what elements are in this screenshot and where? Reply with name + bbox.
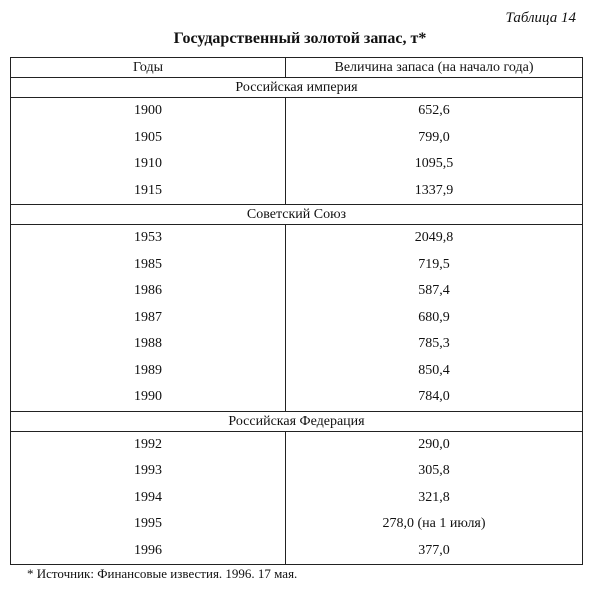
table-header-row xyxy=(11,58,582,78)
year-cell: 1988 xyxy=(11,331,286,358)
table-row xyxy=(11,178,582,205)
year-cell: 1985 xyxy=(11,252,286,279)
year-cell: 1995 xyxy=(11,511,286,538)
table-row xyxy=(11,458,582,485)
value-cell: 1337,9 xyxy=(414,182,454,198)
table-row xyxy=(11,98,582,125)
year-cell: 1993 xyxy=(11,458,286,485)
header-year: Годы xyxy=(11,58,286,77)
value-cell: 784,0 xyxy=(418,389,450,404)
value-cell: 652,6 xyxy=(418,103,450,118)
table-row xyxy=(11,225,582,252)
value-cell: 719,5 xyxy=(418,256,450,272)
table-title: Государственный золотой запас, т* xyxy=(173,30,427,47)
value-cell: 377,0 xyxy=(418,542,450,558)
table-row xyxy=(11,151,582,178)
table-row xyxy=(11,305,582,332)
value-cell: 305,8 xyxy=(418,463,450,478)
gold-reserve-table xyxy=(10,57,583,565)
year-cell: 1996 xyxy=(11,538,286,565)
value-cell: 290,0 xyxy=(418,436,450,452)
value-cell: 799,0 xyxy=(418,129,450,145)
footnote: * Источник: Финансовые известия. 1996. 17 мая. xyxy=(27,566,298,581)
year-cell: 1987 xyxy=(11,305,286,332)
section-header: Российская Федерация xyxy=(11,411,582,432)
table-row xyxy=(11,278,582,305)
table-row xyxy=(11,331,582,358)
year-cell: 1990 xyxy=(11,384,286,411)
table-row xyxy=(11,358,582,385)
value-cell: 2049,8 xyxy=(414,230,454,245)
table-row xyxy=(11,432,582,459)
table-row xyxy=(11,252,582,279)
value-cell: 850,4 xyxy=(418,362,450,378)
value-cell: 785,3 xyxy=(418,336,450,351)
year-cell: 1992 xyxy=(11,432,286,459)
year-cell: 1900 xyxy=(11,98,286,125)
year-cell: 1989 xyxy=(11,358,286,385)
year-cell: 1915 xyxy=(11,178,286,205)
year-cell: 1910 xyxy=(11,151,286,178)
table-caption: Таблица 14 xyxy=(505,10,576,26)
value-cell: 1095,5 xyxy=(414,156,454,171)
value-cell: 680,9 xyxy=(418,309,450,325)
section-header: Советский Союз xyxy=(11,204,582,225)
table-row xyxy=(11,511,582,538)
year-cell: 1986 xyxy=(11,278,286,305)
table-body xyxy=(11,78,582,564)
table-row xyxy=(11,384,582,411)
year-cell: 1953 xyxy=(11,225,286,252)
table-row xyxy=(11,538,582,565)
year-cell: 1905 xyxy=(11,125,286,152)
table-row xyxy=(11,125,582,152)
value-cell: 321,8 xyxy=(418,489,450,505)
table-row xyxy=(11,485,582,512)
value-cell: 587,4 xyxy=(418,283,450,298)
value-cell: 278,0 (на 1 июля) xyxy=(382,516,486,531)
header-value: Величина запаса (на начало года) xyxy=(334,60,534,75)
section-header: Российская империя xyxy=(11,78,582,98)
year-cell: 1994 xyxy=(11,485,286,512)
